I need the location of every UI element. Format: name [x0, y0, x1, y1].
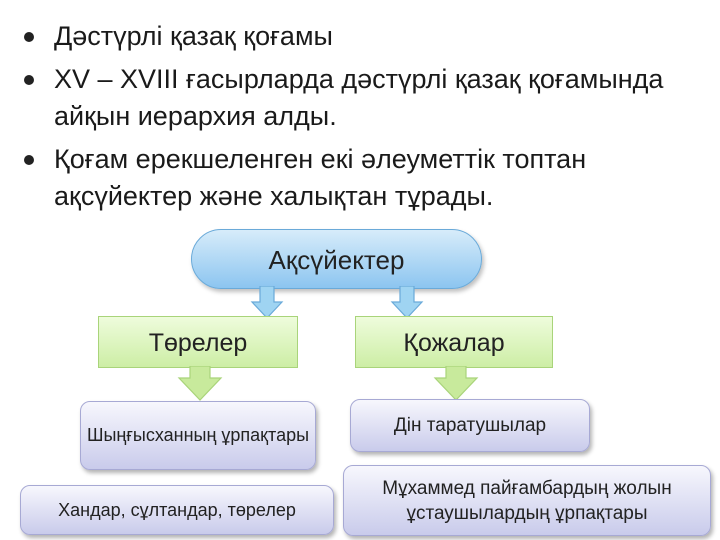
- bullet-text: Дәстүрлі қазақ қоғамы: [54, 21, 333, 51]
- leaf-node-khandar: [20, 485, 334, 535]
- arrow-down-icon: [250, 286, 284, 320]
- leaf-node-mukhammed: [343, 465, 711, 536]
- leaf-node-din-taratushylar: [350, 399, 590, 452]
- group-node-toreler: Төрелер: [98, 316, 298, 368]
- arrow-down-icon: [433, 366, 479, 402]
- bullet-text: Қоғам ерекшеленген екі әлеуметтік топтан ақсүйектер және халықтан тұрады.: [54, 144, 587, 211]
- root-node-aksuyekter: Ақсүйектер: [191, 229, 482, 289]
- leaf-label: Хандар, сұлтандар, төрелер: [58, 499, 296, 520]
- arrow-down-icon: [390, 286, 424, 320]
- bullet-list: [22, 18, 702, 221]
- bullet-text: XV – XVIII ғасырларда дәстүрлі қазақ қоғамында айқын иерархия алды.: [54, 64, 664, 131]
- arrow-down-icon: [177, 366, 223, 402]
- leaf-label: Шыңғысханның ұрпақтары: [86, 425, 310, 445]
- group-node-kozhalar: Қожалар: [355, 316, 553, 368]
- bullet-item: [22, 18, 702, 55]
- leaf-label: Мұхаммед пайғамбардың жолын ұстаушылардың ұрпақтары: [382, 477, 672, 524]
- leaf-label: Дін таратушылар: [393, 414, 547, 436]
- bullet-dot-icon: [24, 32, 34, 42]
- bullet-item: [22, 61, 702, 135]
- leaf-node-shyngyskhan: [80, 401, 316, 470]
- bullet-item: [22, 141, 702, 215]
- bullet-dot-icon: [24, 155, 34, 165]
- bullet-dot-icon: [24, 75, 34, 85]
